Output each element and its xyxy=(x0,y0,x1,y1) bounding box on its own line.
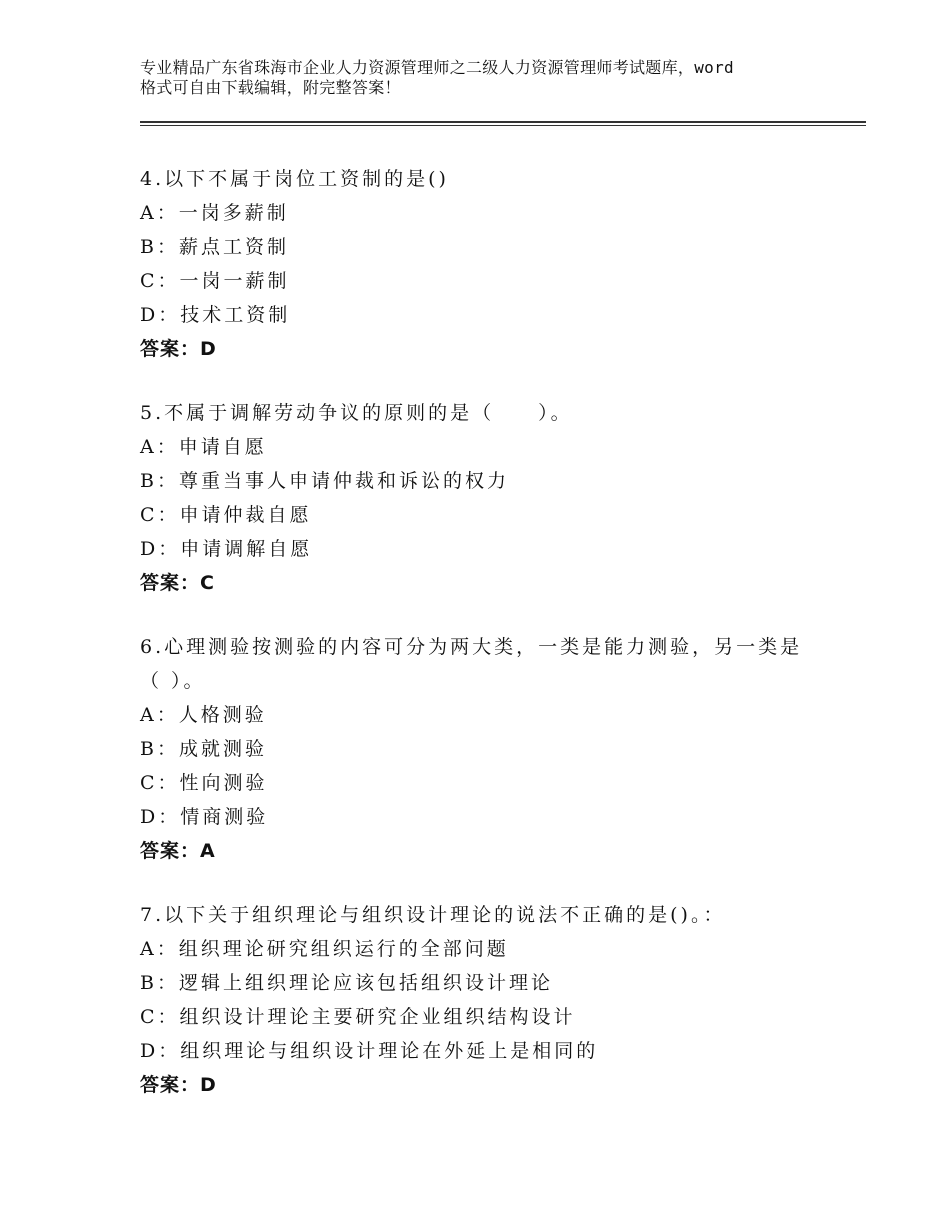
question-5 xyxy=(140,396,866,600)
option-a: A：组织理论研究组织运行的全部问题 xyxy=(140,938,509,960)
question-4 xyxy=(140,162,866,366)
option-b: B：逻辑上组织理论应该包括组织设计理论 xyxy=(140,972,553,994)
option-c: C：一岗一薪制 xyxy=(140,270,290,292)
answer-label: 答案：A xyxy=(140,840,216,862)
option-a: A：申请自愿 xyxy=(140,436,267,458)
option-d: D：申请调解自愿 xyxy=(140,538,313,560)
option-d: D：技术工资制 xyxy=(140,304,291,326)
option-c: C：组织设计理论主要研究企业组织结构设计 xyxy=(140,1006,576,1028)
header-divider-thick xyxy=(140,121,866,123)
answer-label: 答案：D xyxy=(140,1074,217,1096)
option-a: A：一岗多薪制 xyxy=(140,202,289,224)
question-stem-line-2: （ ）。 xyxy=(140,670,206,692)
option-d: D：组织理论与组织设计理论在外延上是相同的 xyxy=(140,1040,599,1062)
option-b: B：薪点工资制 xyxy=(140,236,289,258)
answer-label: 答案：C xyxy=(140,572,215,594)
question-list xyxy=(140,162,866,1132)
header-divider-thin xyxy=(140,125,866,126)
question-7 xyxy=(140,898,866,1102)
answer-label: 答案：D xyxy=(140,338,217,360)
question-stem: 5.不属于调解劳动争议的原则的是（ ）。 xyxy=(140,402,573,424)
option-a: A：人格测验 xyxy=(140,704,267,726)
document-header xyxy=(140,58,840,98)
header-title-line-2: 格式可自由下载编辑，附完整答案！ xyxy=(140,78,401,97)
option-d: D：情商测验 xyxy=(140,806,269,828)
question-6 xyxy=(140,630,866,868)
option-b: B：尊重当事人申请仲裁和诉讼的权力 xyxy=(140,470,509,492)
option-b: B：成就测验 xyxy=(140,738,267,760)
question-stem-line-1: 6.心理测验按测验的内容可分为两大类，一类是能力测验，另一类是 xyxy=(140,636,803,658)
question-stem: 7.以下关于组织理论与组织设计理论的说法不正确的是()。： xyxy=(140,904,726,926)
option-c: C：申请仲裁自愿 xyxy=(140,504,312,526)
question-stem: 4.以下不属于岗位工资制的是() xyxy=(140,168,449,190)
option-c: C：性向测验 xyxy=(140,772,268,794)
header-title-line-1: 专业精品广东省珠海市企业人力资源管理师之二级人力资源管理师考试题库，word xyxy=(140,58,734,77)
